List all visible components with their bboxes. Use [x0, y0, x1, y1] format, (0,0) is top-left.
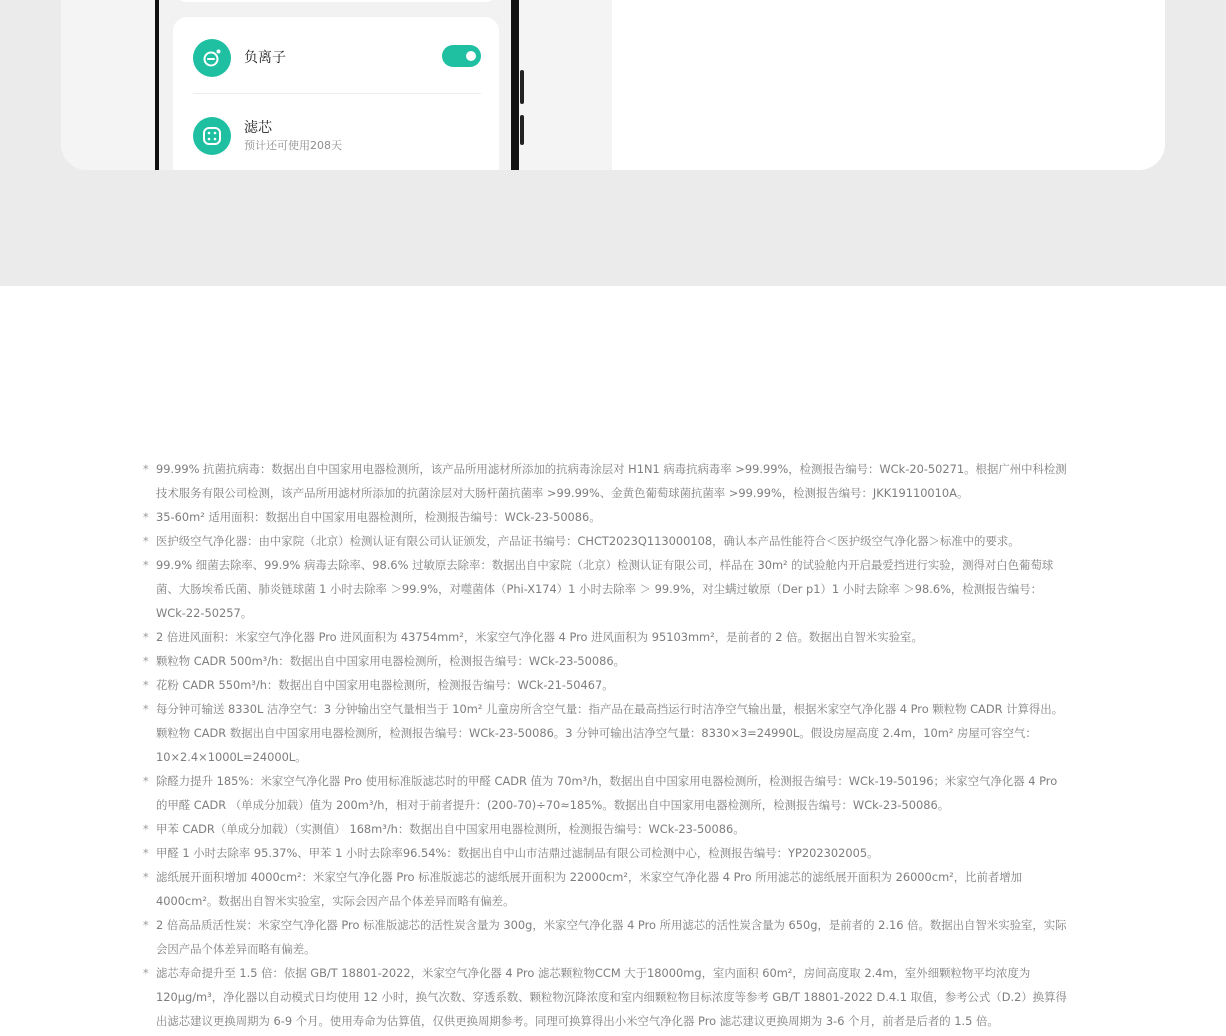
asterisk-icon: *: [143, 630, 149, 644]
footnote-text: 甲苯 CADR（单成分加载）（实测值） 168m³/h：数据出自中国家用电器检测所，检测报告编号：WCk-23-50086。: [156, 822, 745, 836]
settings-panel: [173, 17, 499, 170]
asterisk-icon: *: [143, 966, 149, 980]
asterisk-icon: *: [143, 654, 149, 668]
asterisk-icon: *: [143, 822, 149, 836]
setting-row-anion[interactable]: [193, 36, 481, 80]
feature-card: [61, 0, 1165, 170]
footnote-text: 甲醛 1 小时去除率 95.37%、甲苯 1 小时去除率96.54%：数据出自中山市洁鼎过滤制品有限公司检测中心，检测报告编号：YP202302005。: [156, 846, 879, 860]
phone-side-button: [520, 70, 524, 104]
footnote-item: [143, 505, 1068, 529]
footnote-text: 99.9% 细菌去除率、99.9% 病毒去除率、98.6% 过敏原去除率：数据出自中家院（北京）检测认证有限公司，样品在 30m² 的试验舱内开启最爱挡进行实验，测得对白色葡萄球菌、大肠埃希氏菌、肺炎链球菌 1 小时去除率 ＞99.9%，对噬菌体（Phi-X174）1 小时去除率 ＞ 99.9%，对尘螨过敏原（Der p1）1 小时去除率 ＞98.6%，检测报告编号：WCk-22-50257。: [156, 558, 1054, 620]
footnote-text: 滤纸展开面积增加 4000cm²：米家空气净化器 Pro 标准版滤芯的滤纸展开面积为 22000cm²，米家空气净化器 4 Pro 所用滤芯的滤纸展开面积为 26000cm²，比前者增加 4000cm²。数据出自智米实验室，实际会因产品个体差异而略有偏差。: [156, 870, 1023, 908]
footnote-item: [143, 457, 1068, 505]
setting-row-filter[interactable]: [193, 114, 481, 158]
asterisk-icon: *: [143, 678, 149, 692]
footnote-item: [143, 529, 1068, 553]
footnote-text: 除醛力提升 185%：米家空气净化器 Pro 使用标准版滤芯时的甲醛 CADR 值为 70m³/h，数据出自中国家用电器检测所，检测报告编号：WCk-19-50196；米家空气净化器 4 Pro 的甲醛 CADR （单成分加载）值为 200m³/h，相对于前者提升：(200-70)÷70≈185%。数据出自中国家用电器检测所，检测报告编号：WCk-23-50086。: [156, 774, 1058, 812]
asterisk-icon: *: [143, 462, 149, 476]
footnote-item: [143, 673, 1068, 697]
asterisk-icon: *: [143, 702, 149, 716]
footnote-text: 2 倍高品质活性炭：米家空气净化器 Pro 标准版滤芯的活性炭含量为 300g，米家空气净化器 4 Pro 所用滤芯的活性炭含量为 650g，是前者的 2.16 倍。数据出自智米实验室，实际会因产品个体差异而略有偏差。: [156, 918, 1067, 956]
footnote-item: [143, 697, 1068, 769]
footnote-item: [143, 961, 1068, 1033]
row-divider: [193, 93, 481, 94]
setting-title: 滤芯: [244, 119, 272, 136]
card-image-area: [61, 0, 612, 170]
toggle-knob: [466, 51, 476, 61]
footnote-text: 花粉 CADR 550m³/h：数据出自中国家用电器检测所，检测报告编号：WCk-21-50467。: [156, 678, 614, 692]
asterisk-icon: *: [143, 846, 149, 860]
footnote-item: [143, 649, 1068, 673]
footnote-item: [143, 841, 1068, 865]
phone-screen: [159, 0, 511, 170]
footnote-text: 滤芯寿命提升至 1.5 倍：依据 GB/T 18801-2022，米家空气净化器 4 Pro 滤芯颗粒物CCM 大于18000mg，室内面积 60m²，房间高度取 2.4m，室外细颗粒物平均浓度为 120μg/m³，净化器以自动模式日均使用 12 小时，换气次数、穿透系数、颗粒物沉降浓度和室内细颗粒物目标浓度等参考 GB/T 18801-2022 D.4.1 取值，参考公式（D.2）换算得出滤芯建议更换周期为 6-9 个月。使用寿命为估算值，仅供更换周期参考。同理可换算得出小米空气净化器 Pro 滤芯建议更换周期为 3-6 个月，前者是后者的 1.5 倍。: [156, 966, 1067, 1028]
phone-mockup: [155, 0, 519, 170]
footnote-text: 35-60m² 适用面积：数据出自中国家用电器检测所，检测报告编号：WCk-23-50086。: [156, 510, 601, 524]
footnotes-list: [143, 457, 1068, 1033]
asterisk-icon: *: [143, 918, 149, 932]
footnote-item: [143, 769, 1068, 817]
asterisk-icon: *: [143, 510, 149, 524]
anion-icon: [193, 39, 231, 77]
anion-toggle[interactable]: [442, 45, 481, 67]
phone-side-button: [520, 115, 524, 145]
asterisk-icon: *: [143, 558, 149, 572]
setting-subtitle: 预计还可使用208天: [244, 138, 342, 152]
footnote-text: 医护级空气净化器：由中家院（北京）检测认证有限公司认证颁发，产品证书编号：CHCT2023Q113000108，确认本产品性能符合＜医护级空气净化器＞标准中的要求。: [156, 534, 1020, 548]
footnote-item: [143, 625, 1068, 649]
filter-icon: [193, 117, 231, 155]
setting-title: 负离子: [244, 50, 286, 66]
footnote-text: 每分钟可输送 8330L 洁净空气：3 分钟输出空气量相当于 10m² 儿童房所含空气量：指产品在最高挡运行时洁净空气输出量，根据米家空气净化器 4 Pro 颗粒物 CADR 计算得出。颗粒物 CADR 数据出自中国家用电器检测所，检测报告编号：WCk-23-50086。3 分钟可输出洁净空气量：8330×3=24990L。假设房屋高度 2.4m，10m² 房屋可容空气：10×2.4×1000L=24000L。: [156, 702, 1064, 764]
previous-panel-edge: [173, 0, 499, 2]
footnote-item: [143, 817, 1068, 841]
footnote-item: [143, 865, 1068, 913]
asterisk-icon: *: [143, 534, 149, 548]
footnote-item: [143, 913, 1068, 961]
footnote-text: 颗粒物 CADR 500m³/h：数据出自中国家用电器检测所，检测报告编号：WCk-23-50086。: [156, 654, 626, 668]
asterisk-icon: *: [143, 774, 149, 788]
footnote-item: [143, 553, 1068, 625]
footnote-text: 99.99% 抗菌抗病毒：数据出自中国家用电器检测所，该产品所用滤材所添加的抗病毒涂层对 H1N1 病毒抗病毒率 >99.99%，检测报告编号：WCk-20-50271。根据广州中科检测技术服务有限公司检测，该产品所用滤材所添加的抗菌涂层对大肠杆菌抗菌率 >99.99%、金黄色葡萄球菌抗菌率 >99.99%，检测报告编号：JKK19110010A。: [156, 462, 1067, 500]
asterisk-icon: *: [143, 870, 149, 884]
footnote-text: 2 倍进风面积：米家空气净化器 Pro 进风面积为 43754mm²，米家空气净化器 4 Pro 进风面积为 95103mm²，是前者的 2 倍。数据出自智米实验室。: [156, 630, 923, 644]
